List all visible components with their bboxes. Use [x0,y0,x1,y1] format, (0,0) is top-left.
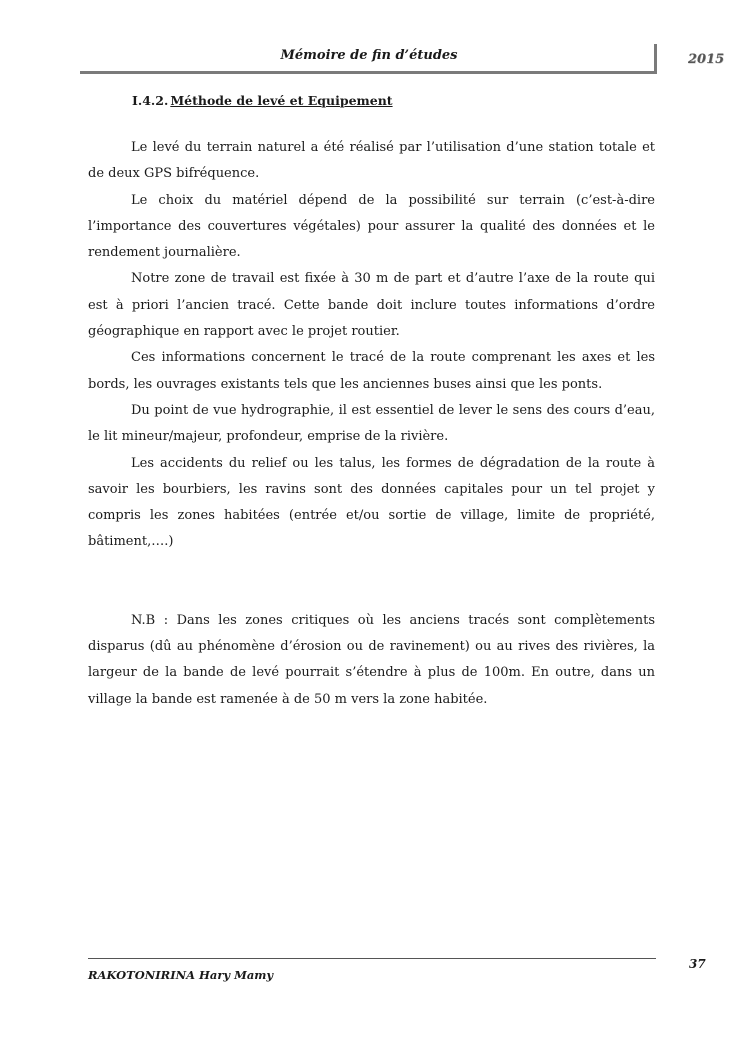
page-number: 37 [689,957,706,971]
running-header-year: 2015 [688,52,725,67]
body-text [88,135,655,713]
section-number: I.4.2. [132,93,169,108]
section-title: Méthode de levé et Equipement [170,93,393,108]
paragraph: Le levé du terrain naturel a été réalisé par l’utilisation d’une station totale et de deux GPS bifréquence. [88,140,655,182]
nb-paragraph: N.B : Dans les zones critiques où les anciens tracés sont complètements disparus (dû au phénomène d’érosion ou de ravinement) ou au rives des rivières, la largeur de la bande de levé pourrait s’étendre à plus de 100m. En outre, dans un village la bande est ramenée à de 50 m vers la zone habitée. [88,612,655,707]
paragraph: Le choix du matériel dépend de la possibilité sur terrain (c’est-à-dire l’importance des couvertures végétales) pour assurer la qualité des données et le rendement journalière. [88,192,655,261]
header-rule [80,71,654,74]
header-divider-vertical [654,44,657,74]
footer-rule [88,958,656,959]
paragraph: Les accidents du relief ou les talus, les formes de dégradation de la route à savoir les bourbiers, les ravins sont des données capitales pour un tel projet y compris les zones habitées (entrée et/ou sortie de village, limite de propriété, bâtiment,….) [88,455,655,550]
section-heading [132,93,393,108]
paragraph: Du point de vue hydrographie, il est essentiel de lever le sens des cours d’eau, le lit mineur/majeur, profondeur, emprise de la rivière. [88,402,655,445]
paragraph: Notre zone de travail est fixée à 30 m de part et d’autre l’axe de la route qui est à priori l’ancien tracé. Cette bande doit inclure toutes informations d’ordre géographique en rapport avec le projet routier. [88,271,655,340]
running-header-title: Mémoire de fin d’études [280,48,458,63]
paragraph: Ces informations concernent le tracé de la route comprenant les axes et les bords, les ouvrages existants tels que les anciennes buses ainsi que les ponts. [88,350,655,392]
footer-author: RAKOTONIRINA Hary Mamy [88,968,274,982]
